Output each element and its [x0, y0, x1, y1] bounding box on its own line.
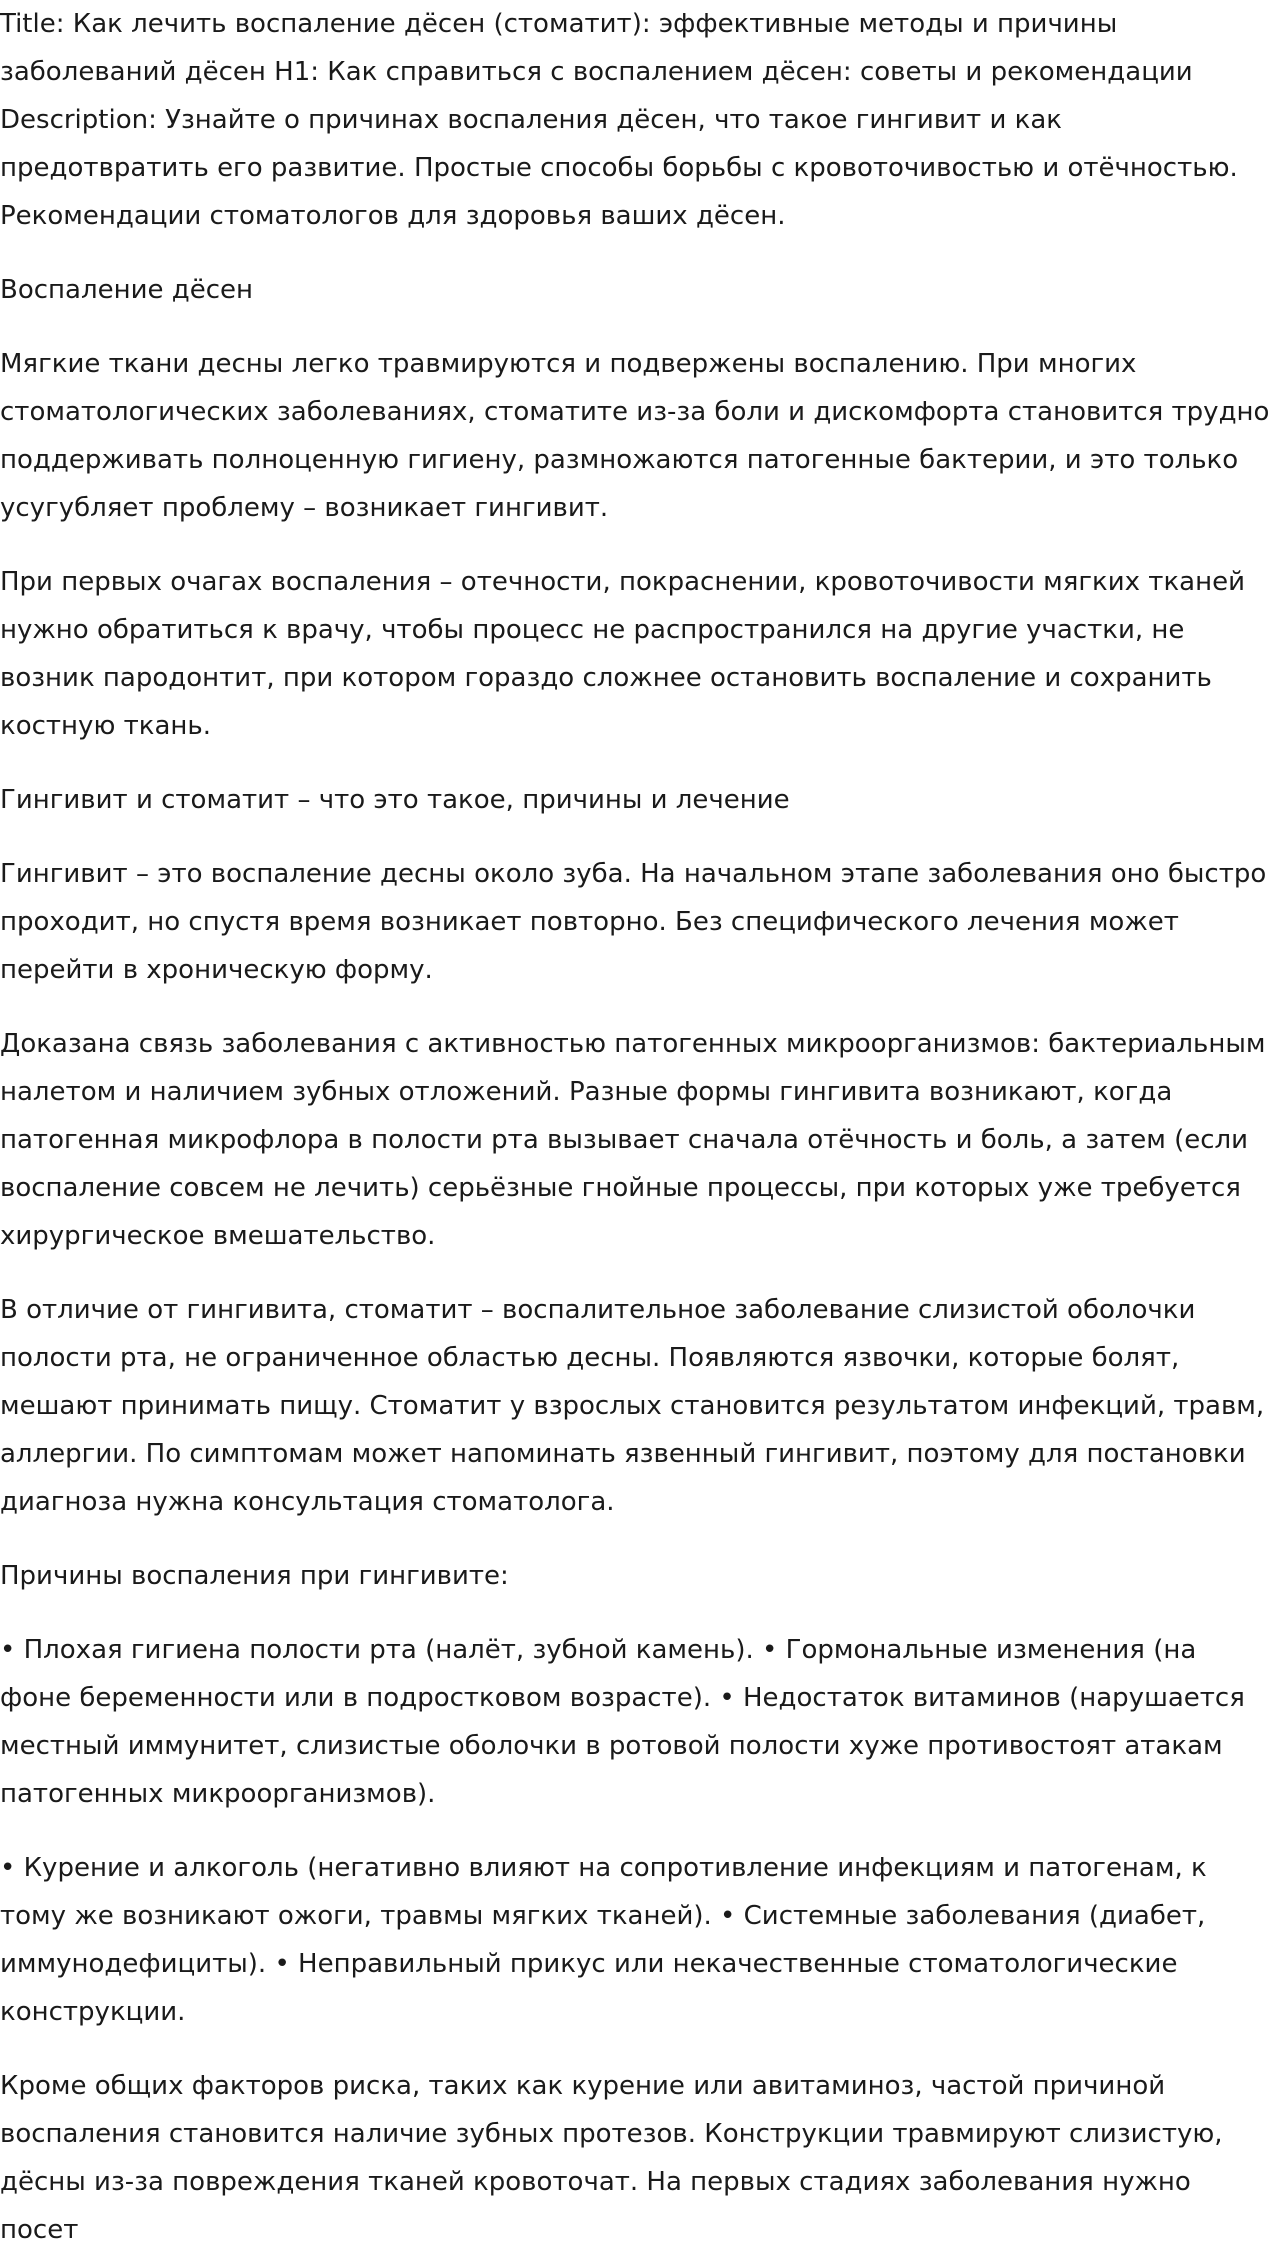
paragraph: В отличие от гингивита, стоматит – воспалительное заболевание слизистой оболочки полости рта, не ограниченное областью десны. Появляются язвочки, которые болят, мешают принимать пищу. Стоматит у взрослых становится результатом инфекций, травм, аллергии. По симптомам может напоминать язвенный гингивит, поэтому для постановки диагноза нужна консультация стоматолога.: [0, 1295, 1265, 1517]
meta-paragraph: Title: Как лечить воспаление дёсен (стоматит): эффективные методы и причины заболеваний дёсен H1: Как справиться с воспалением дёсен: советы и рекомендации Description: Узнайте о причинах воспаления дёсен, что такое гингивит и как предотвратить его развитие. Простые способы борьбы с кровоточивостью и отёчностью. Рекомендации стоматологов для здоровья ваших дёсен.: [0, 9, 1238, 231]
paragraph: Кроме общих факторов риска, таких как курение или авитаминоз, частой причиной воспаления становится наличие зубных протезов. Конструкции травмируют слизистую, дёсны из-за повреждения тканей кровоточат. На первых стадиях заболевания нужно посет: [0, 2071, 1223, 2245]
paragraph: Доказана связь заболевания с активностью патогенных микроорганизмов: бактериальным налетом и наличием зубных отложений. Разные формы гингивита возникают, когда патогенная микрофлора в полости рта вызывает сначала отёчность и боль, а затем (если воспаление совсем не лечить) серьёзные гнойные процессы, при которых уже требуется хирургическое вмешательство.: [0, 1029, 1266, 1251]
section-heading-gingivitis-stomatitis: Гингивит и стоматит – что это такое, причины и лечение: [0, 785, 790, 815]
paragraph: Мягкие ткани десны легко травмируются и подвержены воспалению. При многих стоматологических заболеваниях, стоматите из-за боли и дискомфорта становится трудно поддерживать полноценную гигиену, размножаются патогенные бактерии, и это только усугубляет проблему – возникает гингивит.: [0, 349, 1270, 523]
paragraph: Гингивит – это воспаление десны около зуба. На начальном этапе заболевания оно быстро проходит, но спустя время возникает повторно. Без специфического лечения может перейти в хроническую форму.: [0, 859, 1267, 985]
section-heading-gum-inflammation: Воспаление дёсен: [0, 275, 254, 305]
section-heading-causes: Причины воспаления при гингивите:: [0, 1561, 509, 1591]
causes-list-paragraph: • Плохая гигиена полости рта (налёт, зубной камень). • Гормональные изменения (на фоне беременности или в подростковом возрасте). • Недостаток витаминов (нарушается местный иммунитет, слизистые оболочки в ротовой полости хуже противостоят атакам патогенных микроорганизмов).: [0, 1635, 1245, 1809]
causes-list-paragraph: • Курение и алкоголь (негативно влияют на сопротивление инфекциям и патогенам, к тому же возникают ожоги, травмы мягких тканей). • Системные заболевания (диабет, иммунодефициты). • Неправильный прикус или некачественные стоматологические конструкции.: [0, 1853, 1207, 2027]
paragraph: При первых очагах воспаления – отечности, покраснении, кровоточивости мягких тканей нужно обратиться к врачу, чтобы процесс не распространился на другие участки, не возник пародонтит, при котором гораздо сложнее остановить воспаление и сохранить костную ткань.: [0, 567, 1245, 741]
